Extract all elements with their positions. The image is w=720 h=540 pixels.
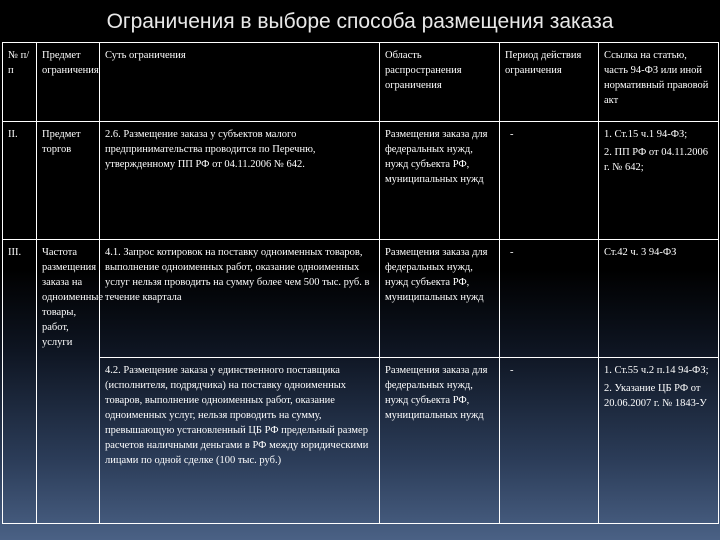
row-refs — [599, 358, 719, 524]
ref-line: Ст.42 ч. 3 94-ФЗ — [604, 247, 677, 258]
header-cell: Предмет ограничения — [37, 43, 100, 122]
row-period: - — [500, 358, 599, 524]
row-essence: 4.1. Запрос котировок на поставку одноименных товаров, выполнение одноименных работ, оказание одноименных услуг нельзя проводить на сумму более чем 500 тыс. руб. в течение квартала — [100, 240, 380, 358]
row-scope: Размещения заказа для федеральных нужд, нужд субъекта РФ, муниципальных нужд — [380, 358, 500, 524]
ref-line: 1. Ст.15 ч.1 94-ФЗ; — [604, 129, 688, 140]
row-subject: Частота размещения заказа на одноименные товары, работ, услуги — [37, 240, 100, 524]
restrictions-table — [2, 42, 719, 524]
row-number: II. — [3, 122, 37, 240]
slide-title: Ограничения в выборе способа размещения заказа — [106, 10, 614, 33]
header-cell: № п/п — [3, 43, 37, 122]
header-cell: Область распространения ограничения — [380, 43, 500, 122]
row-scope: Размещения заказа для федеральных нужд, нужд субъекта РФ, муниципальных нужд — [380, 122, 500, 240]
table-header-row — [3, 43, 719, 122]
header-cell: Ссылка на статью, часть 94-ФЗ или иной нормативный правовой акт — [599, 43, 719, 122]
table-row — [3, 240, 719, 358]
header-cell: Период действия ограничения — [500, 43, 599, 122]
table-row — [3, 358, 719, 524]
table-row — [3, 122, 719, 240]
ref-line: 1. Ст.55 ч.2 п.14 94-ФЗ; — [604, 365, 709, 376]
row-essence: 2.6. Размещение заказа у субъектов малого предпринимательства проводится по Перечню, утвержденному ПП РФ от 04.11.2006 № 642. — [100, 122, 380, 240]
row-scope: Размещения заказа для федеральных нужд, нужд субъекта РФ, муниципальных нужд — [380, 240, 500, 358]
ref-line: 2. Указание ЦБ РФ от 20.06.2007 г. № 1843-У — [604, 383, 707, 409]
row-number: III. — [3, 240, 37, 524]
ref-line: 2. ПП РФ от 04.11.2006 г. № 642; — [604, 147, 709, 173]
row-period: - — [500, 122, 599, 240]
row-refs — [599, 122, 719, 240]
row-refs — [599, 240, 719, 358]
header-cell: Суть ограничения — [100, 43, 380, 122]
row-subject: Предмет торгов — [37, 122, 100, 240]
row-period: - — [500, 240, 599, 358]
row-essence: 4.2. Размещение заказа у единственного поставщика (исполнителя, подрядчика) на поставку одноименных товаров, выполнение одноименных работ, оказание одноименных услуг, нельзя проводить на сумму, превышающую установленный ЦБ РФ предельный размер расчетов наличными деньгами в РФ между юридическими лицами по одной сделке (100 тыс. руб.) — [100, 358, 380, 524]
